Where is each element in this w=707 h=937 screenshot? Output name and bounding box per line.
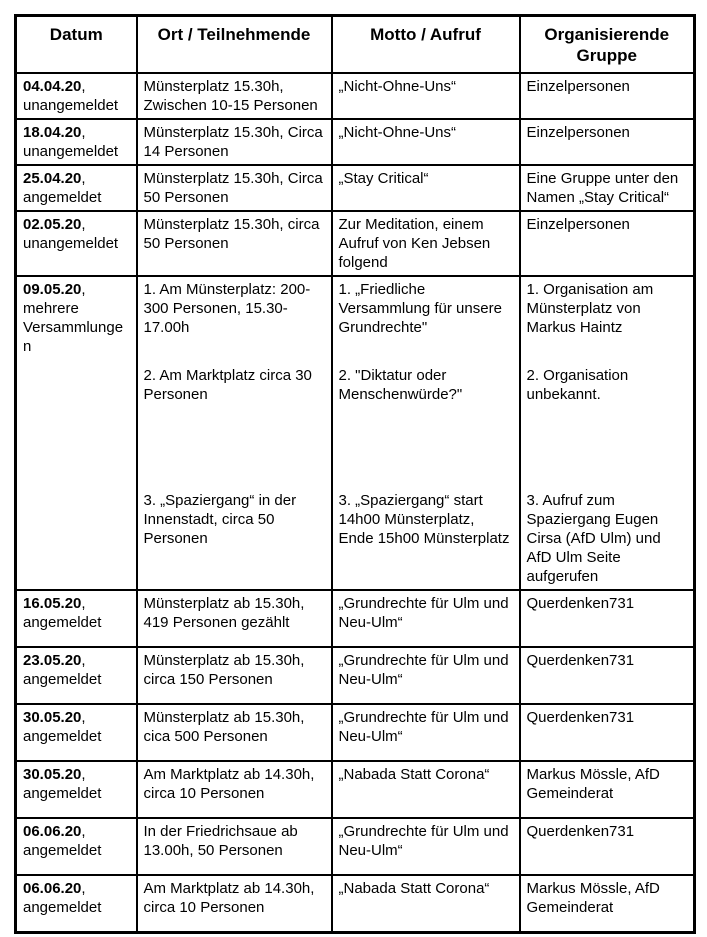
table-row	[16, 875, 695, 933]
registration-status: angemeldet	[23, 614, 102, 631]
motto-aufruf-cell	[332, 875, 520, 933]
motto-aufruf-cell	[332, 704, 520, 761]
event-date: 09.05.20	[23, 281, 82, 298]
motto-aufruf-cell	[332, 590, 520, 647]
registration-status: angemeldet	[23, 842, 102, 859]
cell-text: 3. Aufruf zum Spaziergang Eugen Cirsa (AfD Ulm) und AfD Ulm Seite aufgerufen	[526, 492, 661, 585]
cell-text: 3. „Spaziergang“ start 14h00 Münsterplatz, Ende 15h00 Münsterplatz	[338, 492, 510, 547]
motto-aufruf-cell	[332, 276, 520, 590]
table-row	[16, 761, 695, 818]
table-row	[16, 704, 695, 761]
event-date: 30.05.20	[23, 709, 82, 726]
event-date: 18.04.20	[23, 124, 82, 141]
ort-teilnehmende-cell	[137, 211, 332, 276]
table-row	[16, 73, 695, 119]
table-body	[16, 73, 695, 933]
registration-status: unangemeldet	[23, 235, 119, 252]
cell-text: 2. Am Marktplatz circa 30 Personen	[143, 367, 312, 403]
cell-text: „Grundrechte für Ulm und Neu-Ulm“	[338, 823, 509, 859]
cell-text: „Grundrechte für Ulm und Neu-Ulm“	[338, 652, 509, 688]
registration-status: unangemeldet	[23, 97, 119, 114]
registration-status: angemeldet	[23, 728, 102, 745]
table-row	[16, 818, 695, 875]
table-row	[16, 119, 695, 165]
organisierende-gruppe-cell	[520, 761, 695, 818]
cell-text: Querdenken731	[526, 652, 635, 669]
table-row	[16, 590, 695, 647]
registration-status: mehrere Versammlungen	[23, 300, 124, 355]
table-row	[16, 211, 695, 276]
date-cell: 18.04.20, unangemeldet	[16, 119, 137, 165]
event-date: 23.05.20	[23, 652, 82, 669]
event-date: 02.05.20	[23, 216, 82, 233]
motto-aufruf-cell	[332, 211, 520, 276]
date-cell: 30.05.20, angemeldet	[16, 704, 137, 761]
organisierende-gruppe-cell	[520, 119, 695, 165]
registration-status: unangemeldet	[23, 143, 119, 160]
ort-teilnehmende-cell	[137, 73, 332, 119]
date-cell: 30.05.20, angemeldet	[16, 761, 137, 818]
cell-text: 2. Organisation unbekannt.	[526, 367, 629, 403]
cell-text: Am Marktplatz ab 14.30h, circa 10 Personen	[143, 880, 315, 916]
table-row	[16, 165, 695, 211]
cell-text: Münsterplatz 15.30h, Zwischen 10-15 Personen	[143, 78, 318, 114]
cell-text: Münsterplatz ab 15.30h, cica 500 Personen	[143, 709, 305, 745]
event-date: 04.04.20	[23, 78, 82, 95]
motto-aufruf-cell	[332, 761, 520, 818]
cell-text: 3. „Spaziergang“ in der Innenstadt, circa 50 Personen	[143, 492, 297, 547]
cell-text: „Nicht-Ohne-Uns“	[338, 78, 457, 95]
ort-teilnehmende-cell	[137, 590, 332, 647]
organisierende-gruppe-cell	[520, 875, 695, 933]
cell-text: Münsterplatz ab 15.30h, 419 Personen gezählt	[143, 595, 305, 631]
cell-text: Münsterplatz ab 15.30h, circa 150 Personen	[143, 652, 305, 688]
table-row	[16, 276, 695, 590]
column-header-3: Organisierende Gruppe	[520, 16, 695, 74]
events-table	[14, 14, 696, 934]
organisierende-gruppe-cell	[520, 165, 695, 211]
column-header-1: Ort / Teilnehmende	[137, 16, 332, 74]
date-cell: 02.05.20, unangemeldet	[16, 211, 137, 276]
cell-text: Querdenken731	[526, 595, 635, 612]
event-date: 06.06.20	[23, 880, 82, 897]
date-cell: 09.05.20, mehrere Versammlungen	[16, 276, 137, 590]
date-cell: 25.04.20, angemeldet	[16, 165, 137, 211]
cell-text: In der Friedrichsaue ab 13.00h, 50 Personen	[143, 823, 298, 859]
cell-text: Einzelpersonen	[526, 124, 630, 141]
ort-teilnehmende-cell	[137, 276, 332, 590]
date-cell: 06.06.20, angemeldet	[16, 818, 137, 875]
cell-text: Markus Mössle, AfD Gemeinderat	[526, 880, 660, 916]
registration-status: angemeldet	[23, 189, 102, 206]
cell-text: „Nicht-Ohne-Uns“	[338, 124, 457, 141]
ort-teilnehmende-cell	[137, 165, 332, 211]
cell-text: Querdenken731	[526, 823, 635, 840]
cell-text: Münsterplatz 15.30h, Circa 50 Personen	[143, 170, 323, 206]
cell-text: 2. "Diktatur oder Menschenwürde?"	[338, 367, 463, 403]
table-head	[16, 16, 695, 74]
cell-text: Münsterplatz 15.30h, Circa 14 Personen	[143, 124, 323, 160]
organisierende-gruppe-cell	[520, 704, 695, 761]
cell-text: 1. Organisation am Münsterplatz von Markus Haintz	[526, 281, 654, 336]
date-cell: 16.05.20, angemeldet	[16, 590, 137, 647]
header-row	[16, 16, 695, 74]
organisierende-gruppe-cell	[520, 647, 695, 704]
cell-text: Einzelpersonen	[526, 78, 630, 95]
organisierende-gruppe-cell	[520, 73, 695, 119]
motto-aufruf-cell	[332, 165, 520, 211]
cell-text: Münsterplatz 15.30h, circa 50 Personen	[143, 216, 320, 252]
cell-text: Zur Meditation, einem Aufruf von Ken Jebsen folgend	[338, 216, 491, 271]
cell-text: „Grundrechte für Ulm und Neu-Ulm“	[338, 709, 509, 745]
cell-text: „Stay Critical“	[338, 170, 429, 187]
ort-teilnehmende-cell	[137, 818, 332, 875]
cell-text: „Nabada Statt Corona“	[338, 880, 490, 897]
cell-text: Querdenken731	[526, 709, 635, 726]
event-date: 16.05.20	[23, 595, 82, 612]
ort-teilnehmende-cell	[137, 761, 332, 818]
motto-aufruf-cell	[332, 647, 520, 704]
ort-teilnehmende-cell	[137, 875, 332, 933]
organisierende-gruppe-cell	[520, 276, 695, 590]
cell-text: 1. Am Münsterplatz: 200-300 Personen, 15.30-17.00h	[143, 281, 311, 336]
organisierende-gruppe-cell	[520, 818, 695, 875]
motto-aufruf-cell	[332, 73, 520, 119]
cell-text: 1. „Friedliche Versammlung für unsere Grundrechte"	[338, 281, 502, 336]
organisierende-gruppe-cell	[520, 211, 695, 276]
motto-aufruf-cell	[332, 818, 520, 875]
column-header-2: Motto / Aufruf	[332, 16, 520, 74]
ort-teilnehmende-cell	[137, 119, 332, 165]
cell-text: Einzelpersonen	[526, 216, 630, 233]
event-date: 06.06.20	[23, 823, 82, 840]
event-date: 25.04.20	[23, 170, 82, 187]
motto-aufruf-cell	[332, 119, 520, 165]
cell-text: Eine Gruppe unter den Namen „Stay Critical“	[526, 170, 679, 206]
cell-text: „Grundrechte für Ulm und Neu-Ulm“	[338, 595, 509, 631]
date-cell: 23.05.20, angemeldet	[16, 647, 137, 704]
ort-teilnehmende-cell	[137, 704, 332, 761]
organisierende-gruppe-cell	[520, 590, 695, 647]
cell-text: Am Marktplatz ab 14.30h, circa 10 Personen	[143, 766, 315, 802]
event-date: 30.05.20	[23, 766, 82, 783]
date-cell: 04.04.20, unangemeldet	[16, 73, 137, 119]
registration-status: angemeldet	[23, 671, 102, 688]
cell-text: „Nabada Statt Corona“	[338, 766, 490, 783]
column-header-0: Datum	[16, 16, 137, 74]
table-row	[16, 647, 695, 704]
registration-status: angemeldet	[23, 899, 102, 916]
cell-text: Markus Mössle, AfD Gemeinderat	[526, 766, 660, 802]
ort-teilnehmende-cell	[137, 647, 332, 704]
date-cell: 06.06.20, angemeldet	[16, 875, 137, 933]
registration-status: angemeldet	[23, 785, 102, 802]
